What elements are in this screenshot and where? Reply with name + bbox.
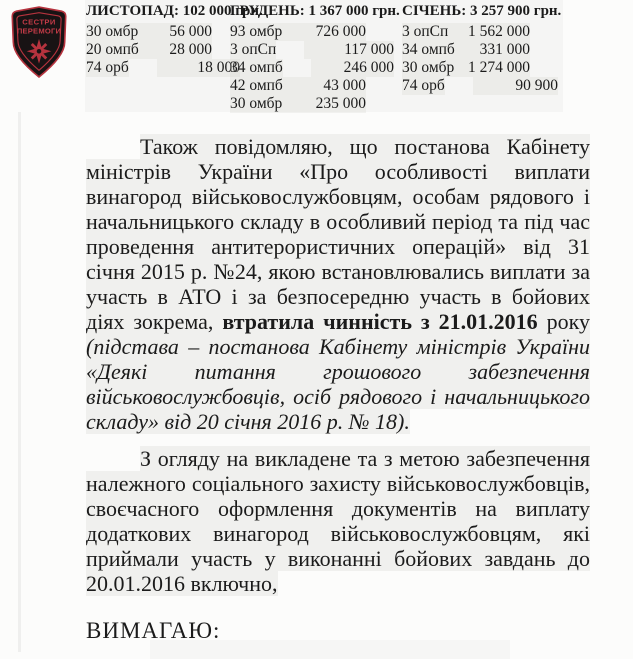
- column-header-december: ГРУДЕНЬ: 1 367 000 грн.: [230, 3, 400, 19]
- column-header-january: СІЧЕНЬ: 3 257 900 грн.: [402, 3, 562, 19]
- amount-cell: 331 000: [455, 41, 530, 59]
- funding-column-december: [230, 3, 400, 113]
- amount-cell: 235 000: [282, 95, 366, 113]
- table-row: [230, 23, 366, 41]
- amount-cell: 246 000: [311, 59, 394, 77]
- amount-cell: 28 000: [139, 41, 212, 59]
- amount-cell: 117 000: [304, 41, 394, 59]
- paragraph-resolution: [86, 134, 590, 434]
- table-row: [230, 77, 366, 95]
- table-row: [86, 23, 212, 41]
- funding-table: [86, 3, 566, 113]
- unit-cell: 20 омпб: [86, 41, 139, 58]
- paragraph-conclusion: [86, 446, 590, 596]
- amount-cell: 726 000: [282, 23, 366, 41]
- badge-text-line1: СЕСТРИ: [22, 17, 56, 27]
- amount-cell: 56 000: [138, 23, 212, 41]
- unit-cell: 34 омпб: [230, 59, 283, 76]
- unit-cell: 3 опСп: [402, 23, 449, 40]
- unit-cell: 74 орб: [86, 59, 129, 76]
- table-row: [86, 59, 240, 77]
- demand-heading: ВИМАГАЮ:: [86, 618, 221, 643]
- paragraph-text: Також повідомляю, що постанова Кабінету міністрів України «Про особливості виплати винагород військовослужбовцям, особам рядового і начальницького складу в особливий період та під час проведення антитерористичних операцій» від 31 січня 2015 р. №24, якою встановлювались виплати за участь в АТО і за безпосередню участь в бойових діях зокрема,: [86, 134, 590, 334]
- victory-sisters-badge-icon: [10, 5, 68, 79]
- amount-cell: 18 000: [157, 59, 240, 77]
- unit-cell: 34 омпб: [402, 41, 455, 58]
- page-edge-shadow: [18, 112, 21, 652]
- paragraph-text: З огляду на викладене та з метою забезпечення належного соціального захисту військовослужбовців, своєчасного оформлення документів на виплату додаткових винагород військовослужбовцям, які приймали участь у виконанні бойових завдань до 20.01.2016 включно,: [86, 446, 590, 596]
- unit-cell: 30 омбр: [230, 95, 283, 112]
- document-body: [86, 134, 590, 644]
- unit-cell: 3 опСп: [230, 41, 277, 58]
- table-row: [230, 59, 394, 77]
- table-row: [230, 95, 366, 113]
- paragraph-text: року: [537, 309, 590, 334]
- table-row: [230, 41, 394, 59]
- table-row: [402, 77, 558, 95]
- amount-cell: 43 000: [283, 77, 366, 95]
- unit-cell: 42 омпб: [230, 77, 283, 94]
- badge-text-line2: ПЕРЕМОГИ: [16, 26, 62, 36]
- unit-cell: 74 орб: [402, 77, 445, 94]
- amount-cell: 1 274 000: [454, 59, 530, 77]
- table-row: [402, 59, 530, 77]
- funding-column-january: [402, 3, 562, 95]
- unit-cell: 30 омбр: [402, 59, 455, 76]
- table-row: [86, 41, 212, 59]
- paragraph-text-italic: (підстава – постанова Кабінету міністрів України «Деякі питання грошового забезпечення військовослужбовців, осіб рядового і начальницького складу» від 20 січня 2016 р. № 18).: [86, 334, 590, 434]
- unit-cell: 93 омбр: [230, 23, 283, 40]
- paragraph-text-bold: втратила чинність з 21.01.2016: [222, 309, 538, 334]
- unit-cell: 30 омбр: [86, 23, 139, 40]
- amount-cell: 90 900: [473, 77, 558, 95]
- table-row: [402, 41, 530, 59]
- table-row: [402, 23, 530, 41]
- amount-cell: 1 562 000: [448, 23, 530, 41]
- column-header-november: ЛИСТОПАД: 102 000 грн.: [86, 3, 263, 19]
